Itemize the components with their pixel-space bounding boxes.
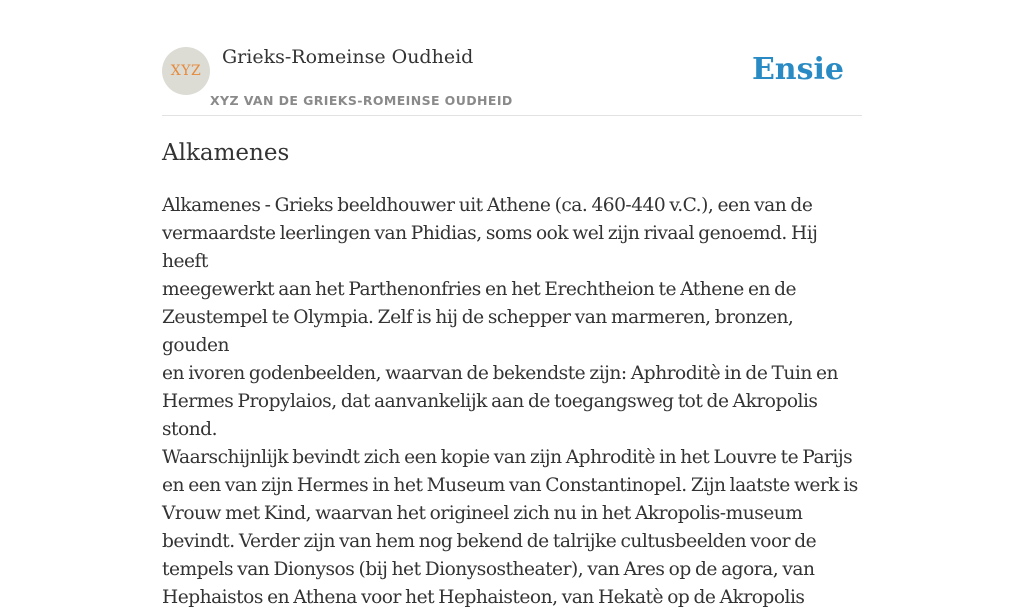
publication-subtitle: XYZ VAN DE GRIEKS-ROMEINSE OUDHEID [210, 93, 513, 108]
article-title: Alkamenes [162, 140, 290, 166]
avatar-initials: XYZ [170, 63, 202, 79]
brand-logo[interactable]: Ensie [751, 52, 844, 87]
publication-avatar[interactable] [162, 47, 210, 95]
article-body: Alkamenes - Grieks beeldhouwer uit Athene (ca. 460-440 v.C.), een van de vermaardste leerlingen van Phidias, soms ook wel zijn rivaal genoemd. Hij heeft meegewerkt aan het Parthenonfries en het Erechtheion te Athene en de Zeustempel te Olympia. Zelf is hij de schepper van marmeren, bronzen, gouden en ivoren godenbeelden, waarvan de bekendste zijn: Aphroditè in de Tuin en Hermes Propylaios, dat aanvankelijk aan de toegangsweg tot de Akropolis stond. Waarschijnlijk bevindt zich een kopie van zijn Aphroditè in het Louvre te Parijs en een van zijn Hermes in het Museum van Constantinopel. Zijn laatste werk is Vrouw met Kind, waarvan het origineel zich nu in het Akropolis-museum bevindt. Verder zijn van hem nog bekend de talrijke cultusbeelden voor de tempels van Dionysos (bij het Dionysostheater), van Ares op de agora, van Hephaistos en Athena voor het Hephaisteon, van Hekatè op de Akropolis [162, 195, 858, 608]
publication-title[interactable]: Grieks-Romeinse Oudheid [222, 46, 474, 68]
publication-header [162, 40, 862, 116]
